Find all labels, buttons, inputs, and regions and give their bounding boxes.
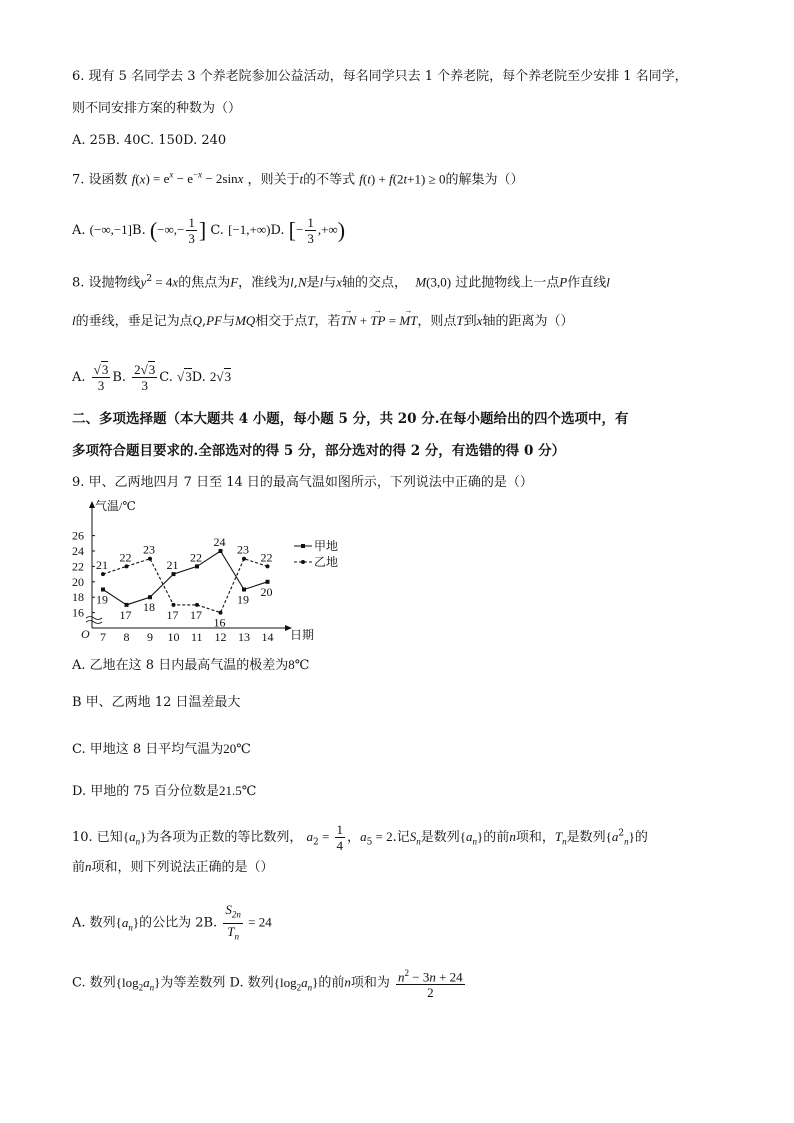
q6-text-line2: 则不同安排方案的种数为（） [72,101,242,116]
data-label: 20 [260,584,273,599]
x-tick-label: 11 [191,630,203,644]
data-label: 21 [96,558,108,573]
data-label: 22 [260,550,273,565]
point-yi [101,572,105,576]
q9-option-a: A. 乙地在这 8 日内最高气温的极差为8℃ [72,657,310,673]
data-label: 17 [190,607,202,622]
legend-marker-jia [301,544,305,548]
y-tick-label: 18 [72,590,84,605]
legend-label-yi: 乙地 [314,555,339,569]
data-label: 23 [143,542,155,557]
q10-options-ab: A. 数列$\{a_n\}$的公比为 2B. $\frac{S_{2n}}{T_n}$ = 24 [72,902,272,942]
x-tick-label: 8 [123,630,130,644]
point-jia [172,572,176,576]
point-jia [148,595,152,599]
point-yi [219,611,223,615]
point-yi [242,557,246,561]
section-heading-line2: 多项符合题目要求的.全部选对的得 5 分，部分选对的得 2 分，有选错的得 0 分） [72,443,566,459]
x-axis-label: 日期 [290,628,315,642]
temperature-chart [72,496,339,644]
origin-label: O [81,627,90,641]
q9-option-d: D. 甲地的 75 百分位数是21.5℃ [72,783,257,799]
data-label: 21 [166,558,179,573]
q10-stem-line2: 前n项和，则下列说法正确的是（） [72,859,274,875]
q8-stem-line1: 8. 设抛物线$y^2 = 4x$的焦点为F，准线为l,N是l与x轴的交点， M(3,0) 过此抛物线上一点P作直线l [72,274,610,291]
data-label: 19 [96,592,108,607]
y-tick-label: 24 [72,544,84,558]
q8-stem-line2: l的垂线，垂足记为点Q,PF与MQ相交于点T，若→ TN + → TP = → MT，则点T到x轴的距离为（） [72,312,573,331]
point-jia [219,549,223,553]
point-yi [125,564,129,568]
point-yi [172,603,176,607]
point-jia [195,564,199,568]
data-label: 22 [190,550,202,565]
data-label: 17 [119,607,132,622]
q9-option-c: C. 甲地这 8 日平均气温为20℃ [72,741,251,757]
q7-options: A. (−∞,−1]B. (−∞,− $\frac{1}{3}$ ] C. [−1,+∞)D. [− $\frac{1}{3}$ ,+∞) [72,215,346,246]
data-label: 17 [166,607,179,622]
legend-label-jia: 甲地 [314,539,339,553]
y-tick-label: 26 [72,528,84,543]
q8-options: A. $\frac{√3}{3}$ B. $\frac{2√3}{3}$ C. √3D. 2√3 [72,362,232,393]
axis-break-mark [86,617,102,624]
x-tick-label: 13 [238,630,250,644]
data-label: 18 [143,600,155,615]
point-jia [242,588,246,592]
section-heading-line1: 二、多项选择题（本大题共 4 小题，每小题 5 分，共 20 分.在每小题给出的四个选项中，有 [72,411,629,427]
data-label: 22 [119,550,132,565]
point-yi [148,557,152,561]
x-tick-label: 9 [147,630,153,644]
data-label: 16 [213,615,226,630]
point-jia [125,603,129,607]
q9-option-b: B 甲、乙两地 12 日温差最大 [72,695,241,710]
point-jia [266,580,270,584]
point-jia [101,588,105,592]
point-yi [266,564,270,568]
y-tick-label: 16 [72,605,84,620]
data-label: 23 [237,542,249,557]
point-yi [195,603,199,607]
q10-options-cd: C. 数列$\{\log_2a_n\}$为等差数列 D. 数列$\{\log_2a_n\}$的前n项和为 $\frac{n^2 - 3n + 24}{2}$ [72,968,463,1001]
legend [294,538,338,569]
data-label: 24 [213,535,226,549]
q6-options: A. 25B. 40C. 150D. 240 [72,133,227,148]
q9-stem: 9. 甲、乙两地四月 7 日至 14 日的最高气温如图所示，下列说法中正确的是（） [72,475,533,490]
data-label: 19 [237,592,249,607]
legend-marker-yi [301,560,305,564]
y-axis-label: 气温/℃ [95,499,136,513]
q7-stem: 7. 设函数 $f(x) = e^x - e^{-x} - 2\sin x$ ，则关于t的不等式 f(t) + f(2t+1) ≥ 0的解集为（） [72,170,524,188]
y-tick-label: 22 [72,559,84,574]
q6-text-line1: 6. 现有 5 名同学去 3 个养老院参加公益活动，每名同学只去 1 个养老院，每个养老院至少安排 1 名同学， [72,69,688,84]
x-tick-label: 12 [214,630,227,644]
x-tick-label: 10 [167,630,180,644]
y-tick-label: 20 [72,574,84,589]
q10-stem-line1: 10. 已知$\{a_n\}$为各项为正数的等比数列， $a_2$ = $\frac{1}{4}$ ，$a_5 = 2$.记$S_n$是数列$\{a_n\}$的前n项和，$T_n$是数列$\{a^2_n\}$的 [72,822,648,853]
x-tick-label: 14 [261,630,274,644]
x-tick-label: 7 [100,630,106,644]
